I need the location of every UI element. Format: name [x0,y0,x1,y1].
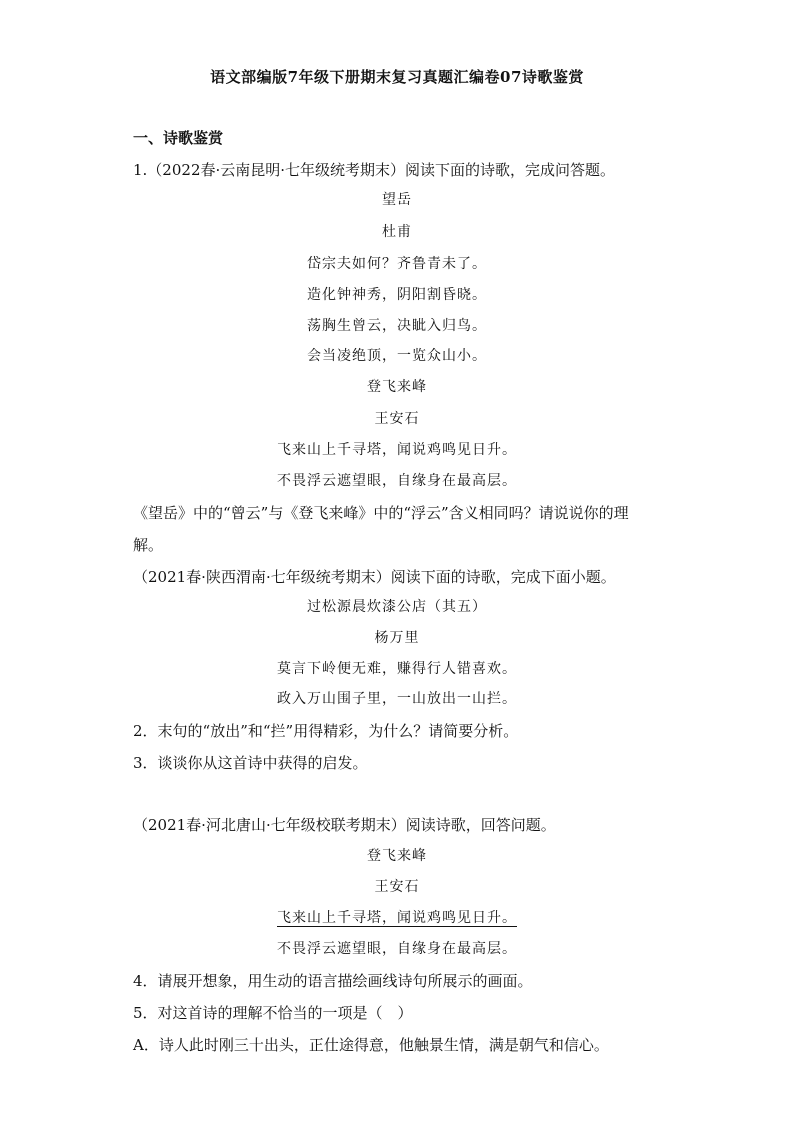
poem4-title: 登飞来峰 [367,848,427,864]
document-title: 语文部编版7年级下册期末复习真题汇编卷07诗歌鉴赏 [210,68,584,86]
poem1-line: 造化钟神秀，阴阳割昏晓。 [307,287,487,303]
poem4-line: 不畏浮云遮望眼，自缘身在最高层。 [277,941,517,957]
q3-question: 3．谈谈你从这首诗中获得的启发。 [133,754,368,772]
poem1-author: 杜甫 [382,224,412,240]
poem4-author: 王安石 [374,879,420,895]
poem3-title: 过松源晨炊漆公店（其五） [307,599,487,615]
underlined-verse: 飞来山上千寻塔，闻说鸡鸣见日升。 [277,910,517,926]
q3-prompt: （2021春·河北唐山·七年级校联考期末）阅读诗歌，回答问题。 [133,816,556,834]
poem4-line-underlined [0,908,794,928]
poem1-line: 会当凌绝顶，一览众山小。 [307,348,487,364]
poem3-line: 政入万山围子里，一山放出一山拦。 [277,691,517,707]
poem2-author: 王安石 [374,411,420,427]
poem1-line: 岱宗夫如何？齐鲁青未了。 [307,256,487,272]
q4-question: 4．请展开想象，用生动的语言描绘画线诗句所展示的画面。 [133,972,533,990]
poem1-title: 望岳 [382,192,412,208]
section-heading: 一、诗歌鉴赏 [133,129,224,147]
poem1-line: 荡胸生曾云，决眦入归鸟。 [307,318,487,334]
poem2-line: 不畏浮云遮望眼，自缘身在最高层。 [277,473,517,489]
poem3-author: 杨万里 [374,630,420,646]
q1-question: 《望岳》中的“曾云”与《登飞来峰》中的“浮云”含义相同吗？请说说你的理 [133,504,629,522]
q1-prompt: 1.（2022春·云南昆明·七年级统考期末）阅读下面的诗歌，完成问答题。 [133,161,616,179]
poem3-line: 莫言下岭便无难，赚得行人错喜欢。 [277,661,517,677]
option-a: A．诗人此时刚三十出头，正仕途得意，他触景生情，满是朝气和信心。 [133,1036,609,1054]
poem2-title: 登飞来峰 [367,379,427,395]
poem2-line: 飞来山上千寻塔，闻说鸡鸣见日升。 [277,442,517,458]
q1-question-cont: 解。 [133,536,164,554]
q2-prompt: （2021春·陕西渭南·七年级统考期末）阅读下面的诗歌，完成下面小题。 [133,568,616,586]
q2-question: 2．末句的“放出”和“拦”用得精彩，为什么？请简要分析。 [133,722,519,740]
q5-question: 5．对这首诗的理解不恰当的一项是（ ） [133,1004,413,1022]
